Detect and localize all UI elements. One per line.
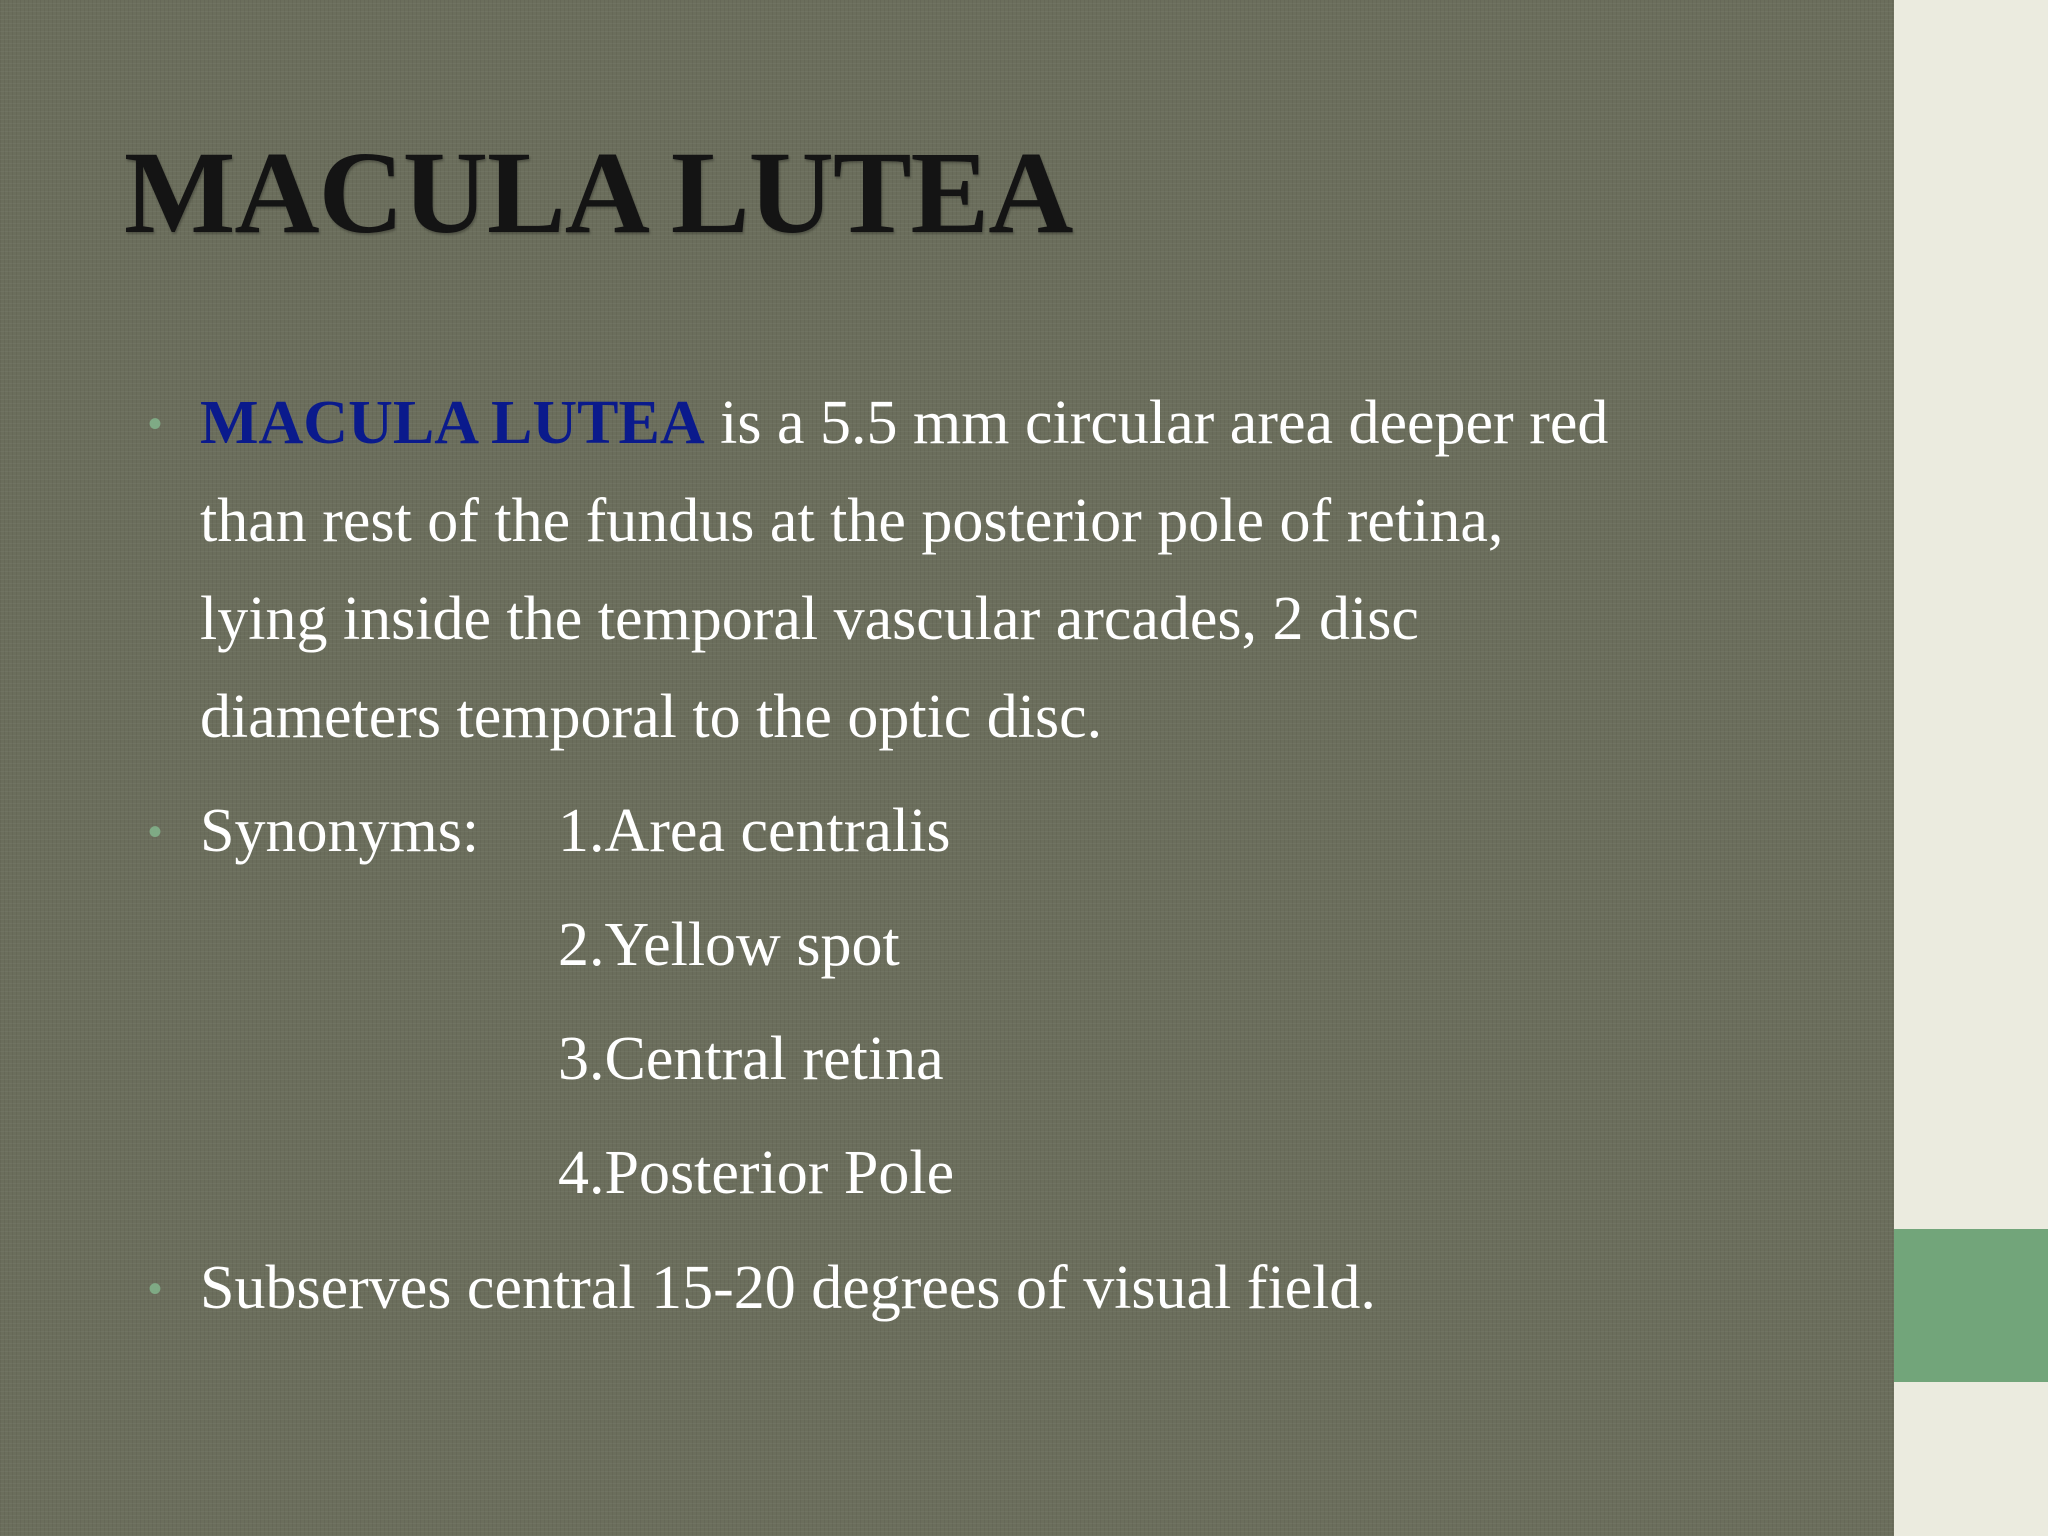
- bullet3-text: Subserves central 15-20 degrees of visual field.: [200, 1254, 1376, 1322]
- synonym-item-4: 4.Posterior Pole: [558, 1139, 955, 1207]
- synonym-item-1: 1.Area centralis: [558, 797, 951, 865]
- bullet1-highlight: MACULA LUTEA: [200, 389, 705, 457]
- accent-block: [1894, 1229, 2048, 1382]
- bullet1-line1-rest: is a 5.5 mm circular area deeper red: [704, 389, 1609, 457]
- bullet-dot-1: •: [148, 402, 163, 446]
- synonym-item-2: 2.Yellow spot: [558, 911, 900, 979]
- slide-title: MACULA LUTEA: [124, 127, 1073, 258]
- bullet1-line1: [200, 389, 1609, 457]
- bullet-dot-2: •: [148, 810, 163, 854]
- bullet1-line2: than rest of the fundus at the posterior pole of retina,: [200, 487, 1504, 555]
- bullet1-line4: diameters temporal to the optic disc.: [200, 683, 1103, 751]
- bullet1-line3: lying inside the temporal vascular arcades, 2 disc: [200, 585, 1419, 653]
- synonyms-label: Synonyms:: [200, 797, 480, 865]
- bullet-dot-3: •: [148, 1267, 163, 1311]
- synonym-item-3: 3.Central retina: [558, 1025, 944, 1093]
